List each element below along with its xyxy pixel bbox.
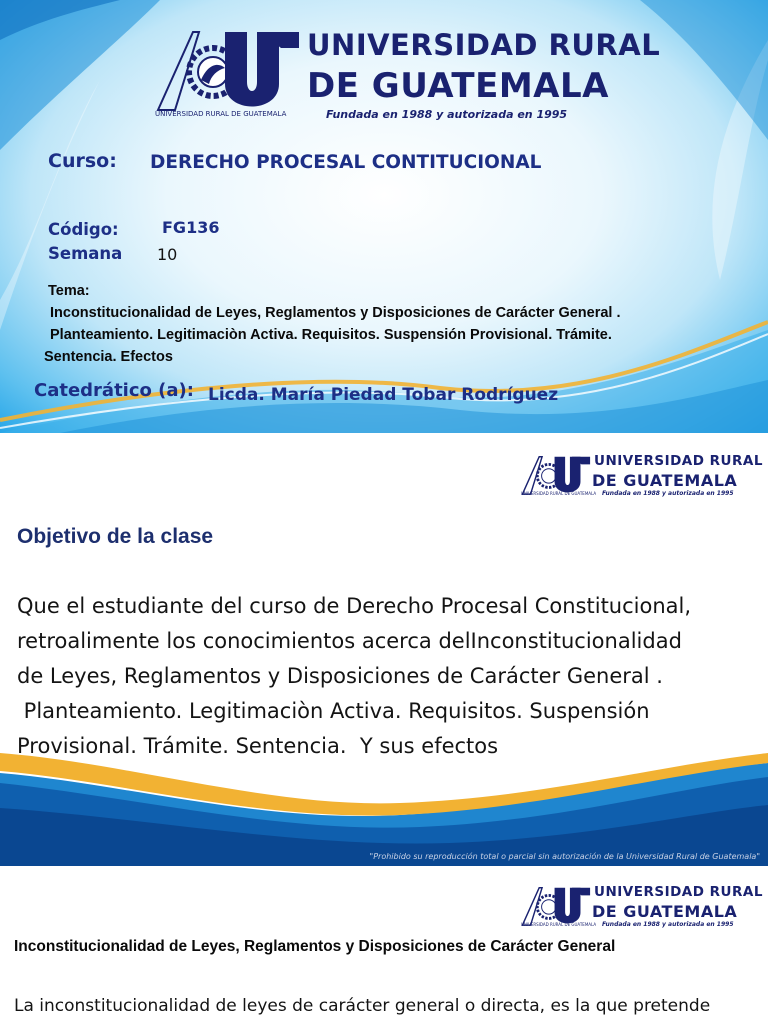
university-small-caption: UNIVERSIDAD RURAL DE GUATEMALA [521, 922, 597, 927]
tema-label: Tema: [48, 283, 90, 299]
university-emblem-icon [153, 22, 303, 114]
university-small-caption: UNIVERSIDAD RURAL DE GUATEMALA [521, 491, 597, 496]
catedratico-label: Catedrático (a): [34, 380, 194, 401]
university-small-caption: UNIVERSIDAD RURAL DE GUATEMALA [155, 110, 287, 118]
content-slide [0, 866, 768, 1024]
curso-label: Curso: [48, 150, 117, 172]
objective-line2: retroalimente los conocimientos acerca delInconstitucionalidad [17, 629, 682, 653]
copyright-footer: "Prohibido su reproducción total o parcial sin autorización de la Universidad Rural de Guatemala" [369, 852, 760, 861]
curso-value: DERECHO PROCESAL CONTITUCIONAL [150, 152, 542, 173]
codigo-label: Código: [48, 220, 119, 239]
university-tagline: Fundada en 1988 y autorizada en 1995 [326, 108, 568, 121]
tema-line2: Planteamiento. Legitimaciòn Activa. Requisitos. Suspensión Provisional. Trámite. [50, 327, 612, 343]
university-name-line2: DE GUATEMALA [592, 902, 738, 921]
objective-line1: Que el estudiante del curso de Derecho Procesal Constitucional, [17, 594, 692, 618]
university-tagline: Fundada en 1988 y autorizada en 1995 [602, 921, 734, 928]
semana-value: 10 [157, 245, 178, 264]
university-name-line1: UNIVERSIDAD RURAL [594, 884, 763, 900]
university-name-line1: UNIVERSIDAD RURAL [594, 453, 763, 469]
catedratico-value: Licda. María Piedad Tobar Rodríguez [208, 385, 559, 405]
objective-line4: Planteamiento. Legitimaciòn Activa. Requisitos. Suspensión [17, 699, 650, 723]
tema-line1: Inconstitucionalidad de Leyes, Reglamentos y Disposiciones de Carácter General . [50, 305, 621, 321]
semana-label: Semana [48, 244, 123, 263]
university-tagline: Fundada en 1988 y autorizada en 1995 [602, 490, 734, 497]
wave-decoration [0, 753, 768, 866]
content-body-line1: La inconstitucionalidad de leyes de carácter general o directa, es la que pretende [14, 996, 711, 1016]
objective-slide [0, 433, 768, 866]
title-slide [0, 0, 768, 433]
university-name-line1: UNIVERSIDAD RURAL [307, 28, 661, 62]
blue-swirl-background [0, 0, 768, 433]
objective-body [17, 589, 757, 764]
content-heading: Inconstitucionalidad de Leyes, Reglamentos y Disposiciones de Carácter General [14, 938, 616, 955]
tema-line3: Sentencia. Efectos [44, 349, 173, 365]
university-name-line2: DE GUATEMALA [592, 471, 738, 490]
objective-line3: de Leyes, Reglamentos y Disposiciones de Carácter General . [17, 664, 663, 688]
codigo-value: FG136 [162, 218, 220, 237]
objective-heading: Objetivo de la clase [17, 525, 214, 548]
objective-line5: Provisional. Trámite. Sentencia. Y sus efectos [17, 734, 499, 758]
university-name-line2: DE GUATEMALA [307, 66, 609, 106]
